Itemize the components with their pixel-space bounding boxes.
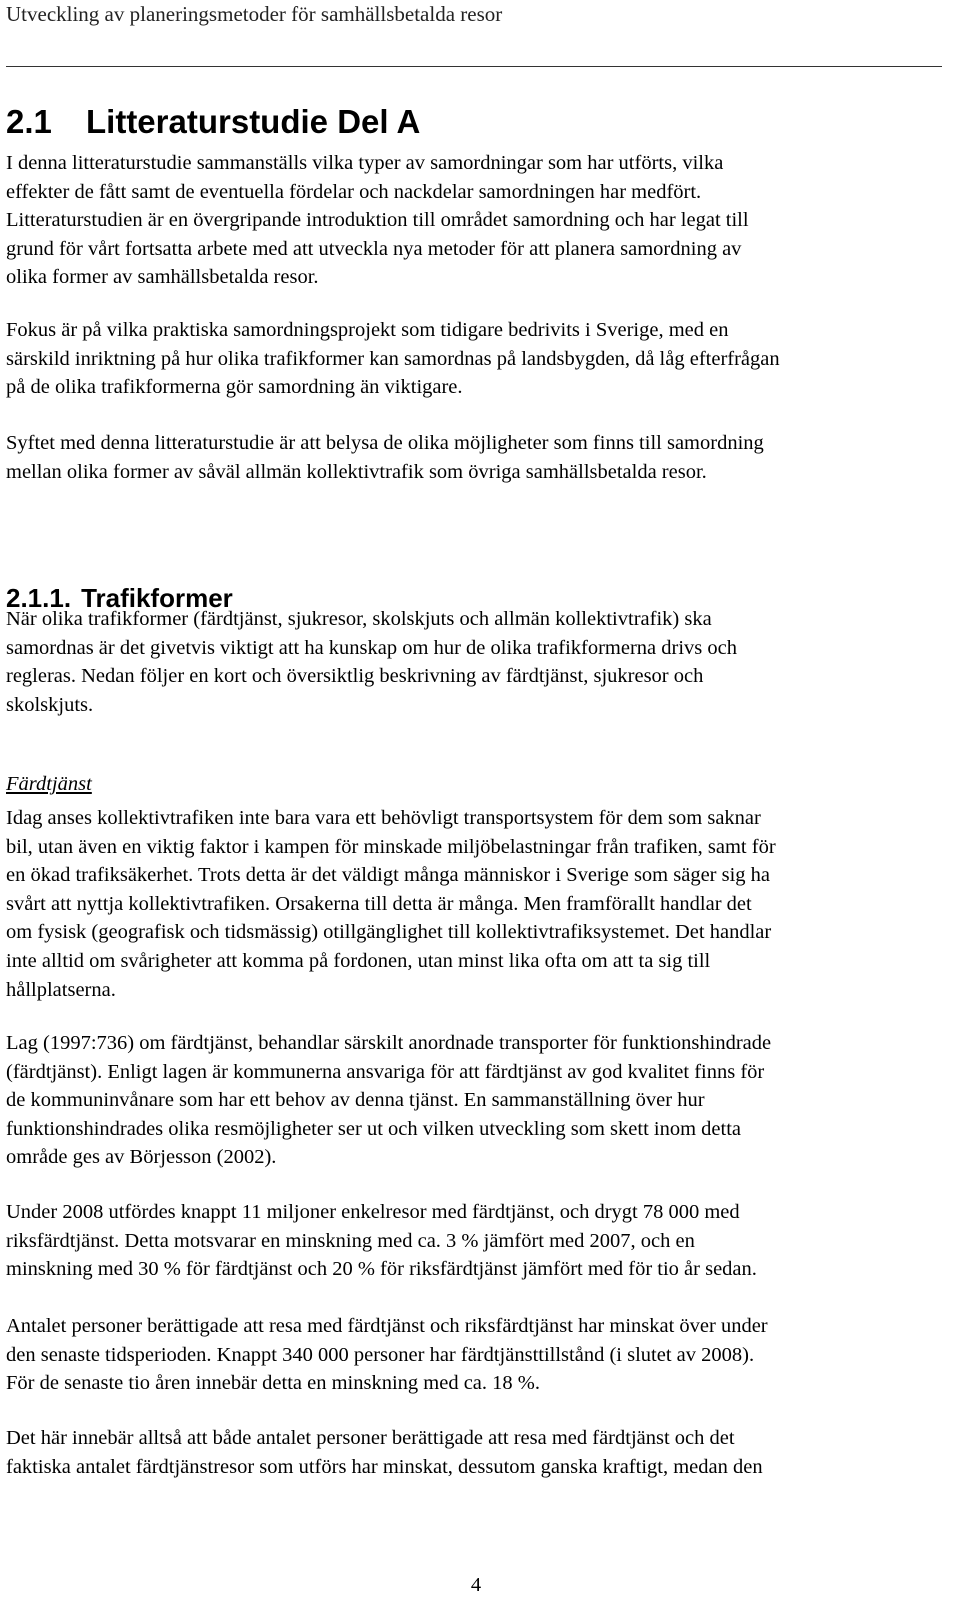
running-header: Utveckling av planeringsmetoder för samhällsbetalda resor [6,2,503,26]
text-line: funktionshindrades olika resmöjligheter ser ut och vilken utveckling som skett inom detta [6,1117,742,1140]
text-line: särskild inriktning på hur olika trafikformer kan samordnas på landsbygden, då låg efterfrågan [6,347,780,370]
text-line: en ökad trafiksäkerhet. Trots detta är det väldigt många människor i Sverige som säger sig ha [6,864,771,887]
text-line: För de senaste tio åren innebär detta en minskning med ca. 18 %. [6,1372,540,1395]
text-line: minskning med 30 % för färdtjänst och 20 % för riksfärdtjänst jämfört med för tio år sedan. [6,1258,757,1281]
section-title: Litteraturstudie Del A [86,103,421,140]
text-line: Antalet personer berättigade att resa med färdtjänst och riksfärdtjänst har minskat över under [6,1315,768,1337]
text-line: område ges av Börjesson (2002). [6,1146,277,1169]
text-line: riksfärdtjänst. Detta motsvarar en minskning med ca. 3 % jämfört med 2007, och en [6,1229,695,1252]
text-line: Syftet med denna litteraturstudie är att belysa de olika möjligheter som finns till samordning [6,432,764,454]
text-line: olika former av samhällsbetalda resor. [6,266,319,289]
text-line: Litteraturstudien är en övergripande introduktion till området samordning och har legat till [6,209,749,232]
fardtjanst-paragraph-2 [6,1029,771,1172]
text-line: Under 2008 utfördes knappt 11 miljoner enkelresor med färdtjänst, och drygt 78 000 med [6,1201,740,1223]
intro-paragraph-3 [6,429,764,486]
text-line: (färdtjänst). Enligt lagen är kommunerna ansvariga för att färdtjänst av god kvalitet finns för [6,1060,765,1083]
intro-paragraph-1 [6,149,749,292]
text-line: mellan olika former av såväl allmän kollektivtrafik som övriga samhällsbetalda resor. [6,460,707,483]
section-number: 2.1 [6,103,52,140]
text-line: effekter de fått samt de eventuella fördelar och nackdelar samordningen har medfört. [6,180,702,203]
trafikformer-paragraph [6,605,737,719]
text-line: Fokus är på vilka praktiska samordningsprojekt som tidigare bedrivits i Sverige, med en [6,319,729,341]
text-line: faktiska antalet färdtjänstresor som utförs har minskat, dessutom ganska kraftigt, medan den [6,1455,763,1478]
text-line: När olika trafikformer (färdtjänst, sjukresor, skolskjuts och allmän kollektivtrafik) ska [6,608,712,630]
text-line: bil, utan även en viktig faktor i kampen för minskade miljöbelastningar från trafiken, samt för [6,835,776,858]
text-line: inte alltid om svårigheter att komma på fordonen, utan minst lika ofta om att ta sig till [6,949,711,972]
subsection-number: 2.1.1. [6,583,72,613]
text-line: om fysisk (geografisk och tidsmässig) otillgänglighet till kollektivtrafiksystemet. Det handlar [6,921,772,944]
text-line: på de olika trafikformerna gör samordning än viktigare. [6,376,463,399]
section-heading [6,103,420,141]
fardtjanst-paragraph-4 [6,1312,768,1398]
text-line: I denna litteraturstudie sammanställs vilka typer av samordningar som har utförts, vilka [6,152,724,174]
fardtjanst-paragraph-5 [6,1424,763,1481]
text-line: de kommuninvånare som har ett behov av denna tjänst. En sammanställning över hur [6,1089,705,1112]
subsection-title: Trafikformer [81,583,233,613]
text-line: grund för vårt fortsatta arbete med att utveckla nya metoder för att planera samordning av [6,237,742,260]
intro-paragraph-2 [6,316,780,402]
text-line: regleras. Nedan följer en kort och översiktlig beskrivning av färdtjänst, sjukresor och [6,665,704,688]
page-number: 4 [470,1574,482,1596]
text-line: Idag anses kollektivtrafiken inte bara vara ett behövligt transportsystem för dem som saknar [6,807,761,829]
fardtjanst-subheading: Färdtjänst [6,773,92,795]
text-line: skolskjuts. [6,693,94,716]
text-line: Det här innebär alltså att både antalet personer berättigade att resa med färdtjänst och det [6,1427,735,1449]
fardtjanst-paragraph-3 [6,1198,757,1284]
text-line: samordnas är det givetvis viktigt att ha kunskap om hur de olika trafikformerna drivs och [6,636,737,659]
text-line: hållplatserna. [6,978,116,1001]
fardtjanst-paragraph-1 [6,804,776,1004]
text-line: svårt att nyttja kollektivtrafiken. Orsakerna till detta är många. Men framförallt handlar det [6,892,752,915]
text-line: den senaste tidsperioden. Knappt 340 000 personer har färdtjänsttillstånd (i slutet av 2008). [6,1343,755,1366]
text-line: Lag (1997:736) om färdtjänst, behandlar särskilt anordnade transporter för funktionshindrade [6,1032,772,1054]
header-divider [6,66,942,67]
